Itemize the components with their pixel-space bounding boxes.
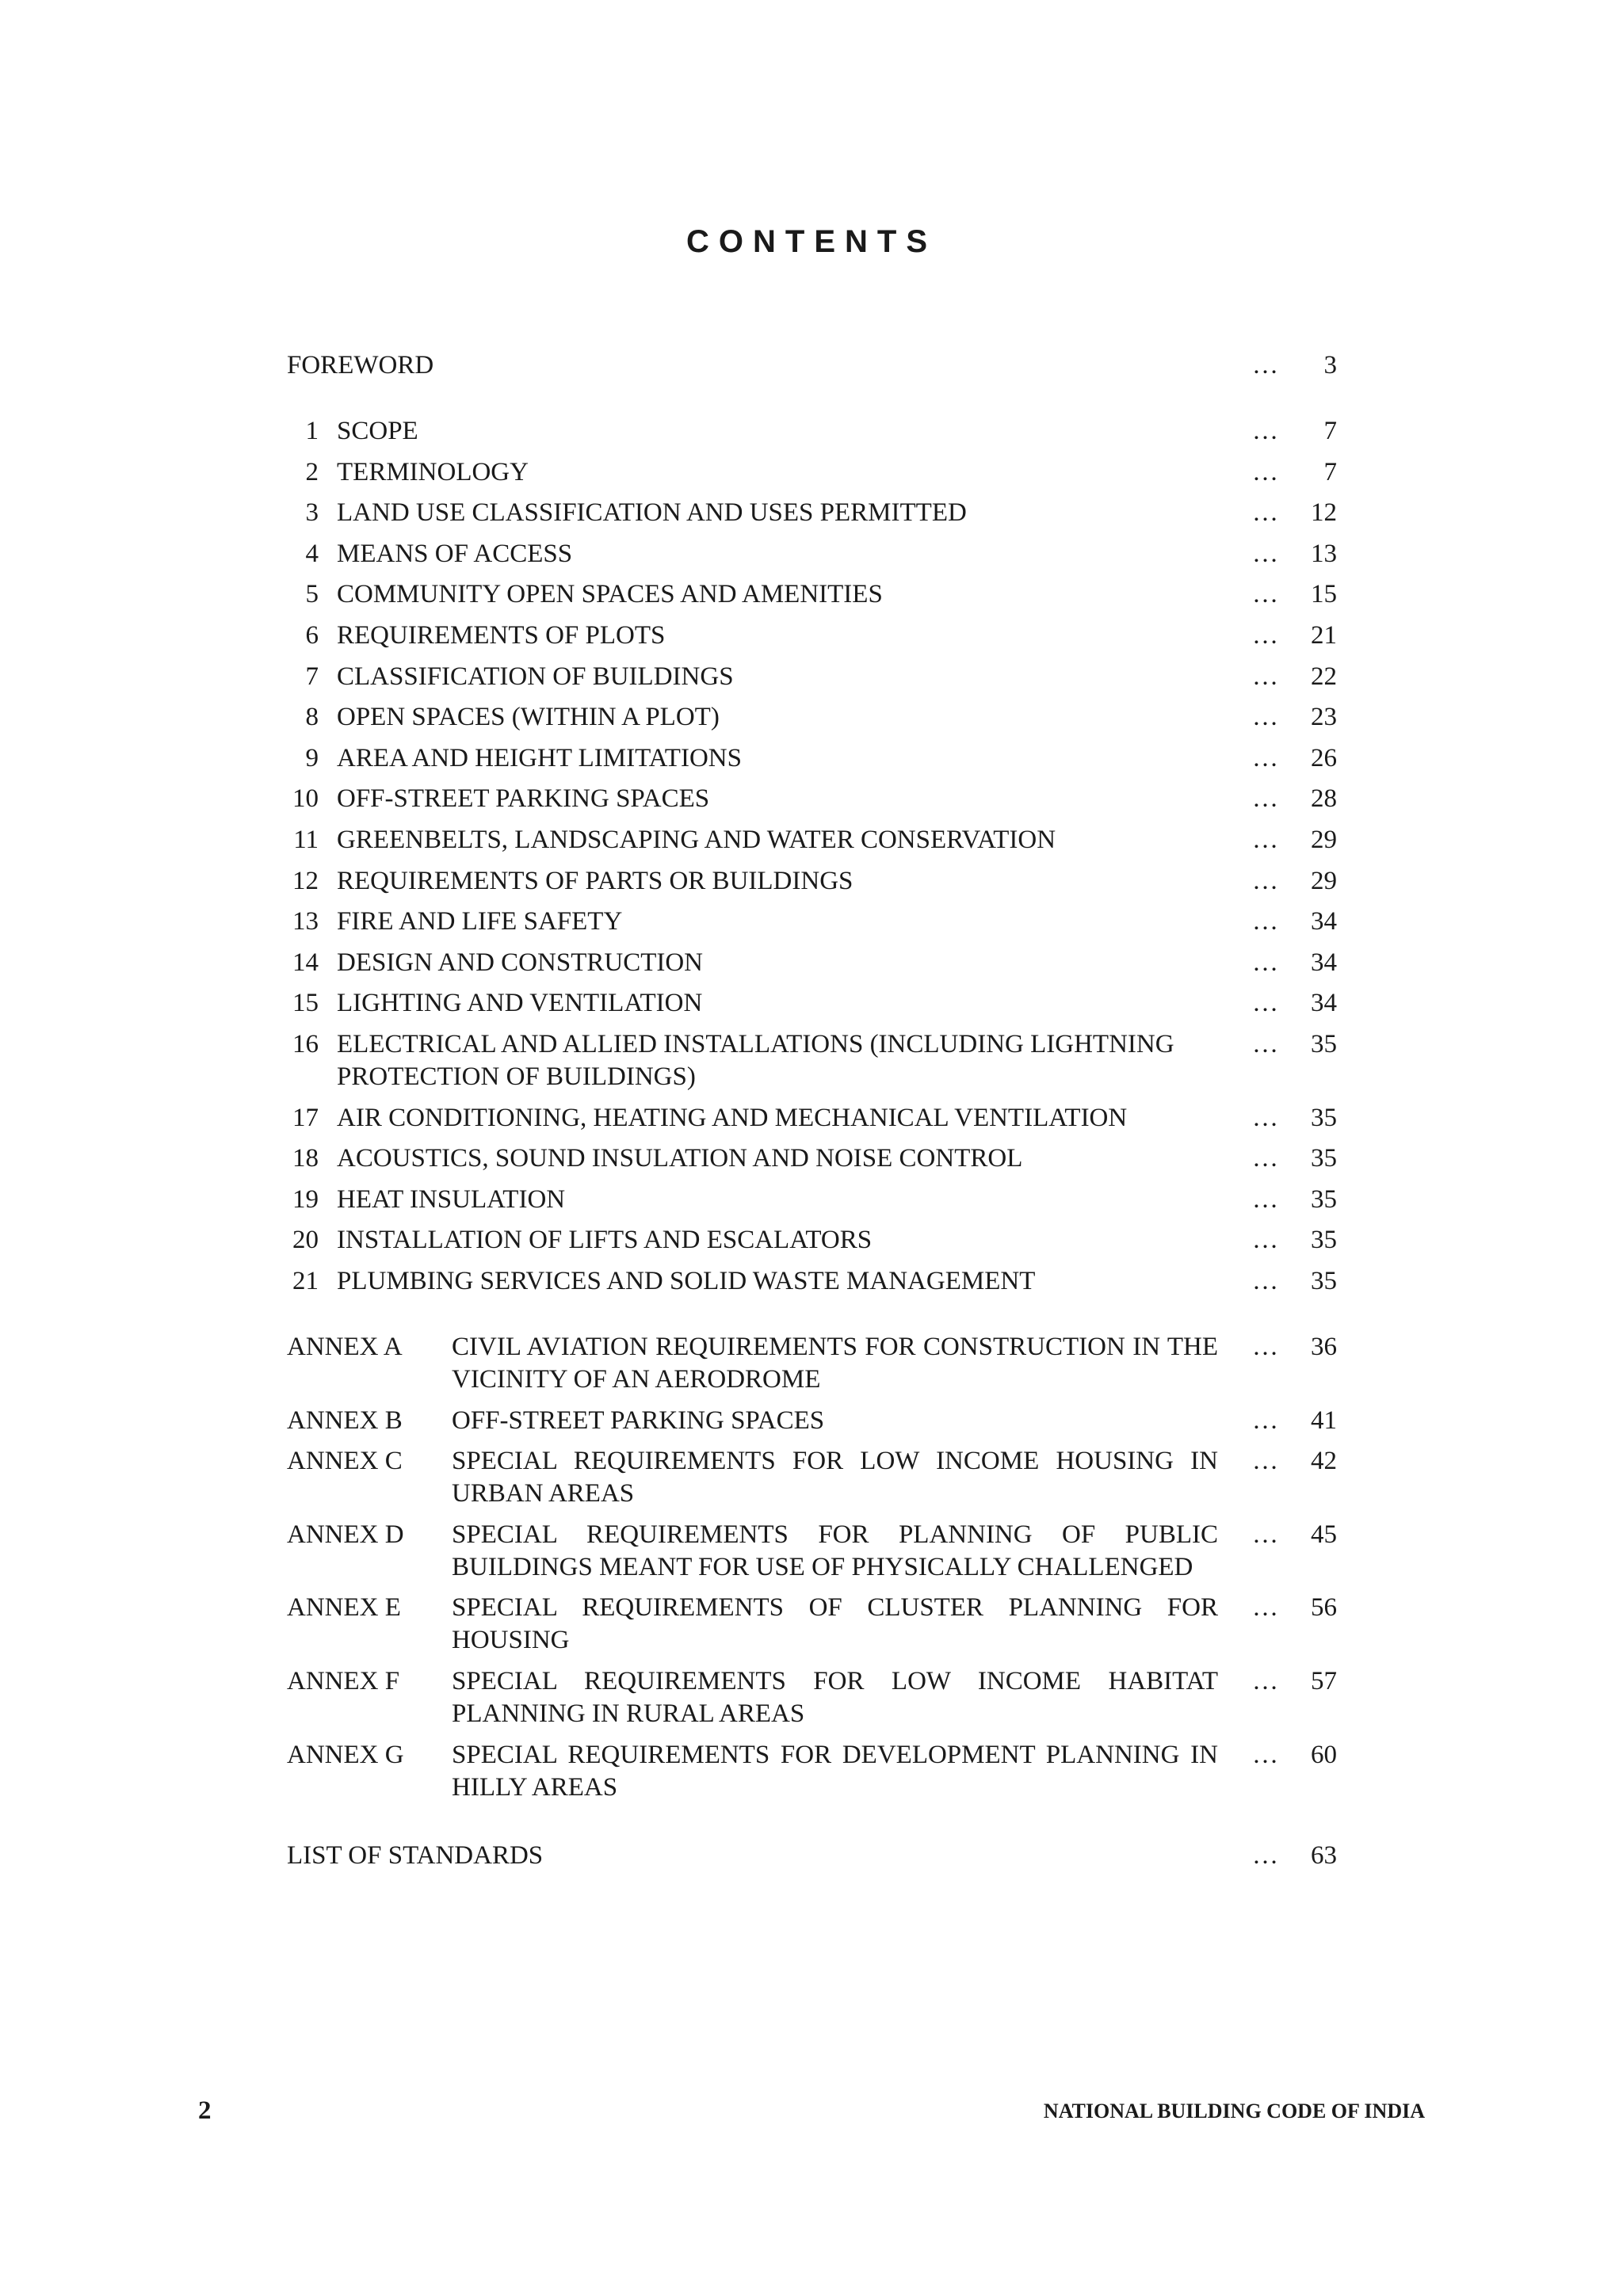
toc-leader: … bbox=[1252, 743, 1278, 772]
toc-entry-label: REQUIREMENTS OF PARTS OR BUILDINGS bbox=[337, 866, 854, 895]
toc-entry[interactable] bbox=[287, 1592, 1337, 1657]
toc-entry[interactable] bbox=[287, 1519, 1337, 1584]
toc-page-number: 35 bbox=[1311, 1144, 1337, 1173]
toc-leader: … bbox=[1252, 825, 1278, 854]
toc-sections bbox=[287, 415, 1337, 1298]
toc-entry-number: 6 bbox=[305, 620, 319, 650]
toc-leader: … bbox=[1252, 1144, 1278, 1173]
toc-leader: … bbox=[1252, 1520, 1278, 1549]
toc-page-number: 21 bbox=[1311, 620, 1337, 650]
toc-leader: … bbox=[1252, 1666, 1278, 1695]
toc-page-number: 41 bbox=[1311, 1405, 1337, 1435]
toc-entry[interactable] bbox=[287, 865, 1337, 898]
toc-page-number: 7 bbox=[1323, 417, 1337, 445]
toc-standards bbox=[287, 1840, 1337, 1872]
toc-entry-label: SPECIAL REQUIREMENTS OF CLUSTER PLANNING FOR HOUSING bbox=[452, 1593, 1218, 1655]
page-title: CONTENTS bbox=[686, 224, 937, 259]
toc-entry-label: LIST OF STANDARDS bbox=[287, 1841, 544, 1870]
toc-page-number: 35 bbox=[1311, 1029, 1337, 1058]
toc-entry[interactable] bbox=[287, 349, 1337, 382]
toc-entry-label: REQUIREMENTS OF PLOTS bbox=[337, 620, 666, 650]
toc-entry[interactable] bbox=[287, 1102, 1337, 1135]
toc-entry-label: GREENBELTS, LANDSCAPING AND WATER CONSERVATION bbox=[337, 825, 1056, 854]
toc-entry-number: 14 bbox=[292, 948, 319, 977]
toc-leader: … bbox=[1252, 784, 1278, 814]
toc-page-number: 34 bbox=[1311, 907, 1337, 936]
toc-page-number: 35 bbox=[1311, 1184, 1337, 1214]
toc-entry-label: CIVIL AVIATION REQUIREMENTS FOR CONSTRUCTION IN THE VICINITY OF AN AERODROME bbox=[452, 1333, 1218, 1394]
toc-entry[interactable] bbox=[287, 1184, 1337, 1216]
toc-page-number: 42 bbox=[1311, 1447, 1337, 1476]
toc-entry[interactable] bbox=[287, 783, 1337, 815]
toc-entry-number: 16 bbox=[292, 1029, 319, 1058]
toc-entry[interactable] bbox=[287, 742, 1337, 775]
toc-entry-number: 1 bbox=[305, 417, 319, 445]
toc-entry-number: 13 bbox=[292, 907, 319, 936]
toc-entry-number: 12 bbox=[292, 866, 319, 895]
toc-leader: … bbox=[1252, 989, 1278, 1018]
toc-entry[interactable] bbox=[287, 1445, 1337, 1510]
toc-leader: … bbox=[1252, 1593, 1278, 1623]
toc-page-number: 56 bbox=[1311, 1593, 1337, 1623]
toc-leader: … bbox=[1252, 1266, 1278, 1295]
toc-entry-label: OFF-STREET PARKING SPACES bbox=[452, 1405, 825, 1435]
toc-entry[interactable] bbox=[287, 1840, 1337, 1872]
footer-book-title: NATIONAL BUILDING CODE OF INDIA bbox=[1043, 2100, 1425, 2122]
toc-leader: … bbox=[1252, 1405, 1278, 1435]
toc-entry[interactable] bbox=[287, 661, 1337, 693]
toc-leader: … bbox=[1252, 1447, 1278, 1476]
toc-entry-number: 19 bbox=[292, 1184, 319, 1214]
toc-entry[interactable] bbox=[287, 1405, 1337, 1437]
toc-page-number: 22 bbox=[1311, 662, 1337, 691]
toc-page-number: 3 bbox=[1323, 351, 1337, 379]
toc-entry-number: ANNEX D bbox=[287, 1520, 404, 1549]
toc-page-number: 45 bbox=[1311, 1520, 1337, 1549]
toc-leader: … bbox=[1252, 1333, 1278, 1361]
toc-entry-label: SPECIAL REQUIREMENTS FOR PLANNING OF PUBLIC BUILDINGS MEANT FOR USE OF PHYSICALLY CHALLENGED bbox=[452, 1520, 1218, 1581]
toc-entry-number: 18 bbox=[292, 1144, 319, 1173]
toc-entry-number: 7 bbox=[305, 662, 319, 691]
toc-entry-label: SCOPE bbox=[337, 417, 418, 445]
toc-page-number: 26 bbox=[1311, 743, 1337, 772]
toc-entry-label: FIRE AND LIFE SAFETY bbox=[337, 907, 623, 936]
toc-entry-label: LAND USE CLASSIFICATION AND USES PERMITTED bbox=[337, 498, 967, 528]
toc-leader: … bbox=[1252, 1841, 1278, 1870]
toc-leader: … bbox=[1252, 948, 1278, 977]
toc-entry[interactable] bbox=[287, 947, 1337, 979]
toc-entry-label: FOREWORD bbox=[287, 351, 434, 379]
toc-entry-number: 21 bbox=[292, 1266, 319, 1295]
toc-leader: … bbox=[1252, 1226, 1278, 1255]
toc-page-number: 34 bbox=[1311, 948, 1337, 977]
toc-leader: … bbox=[1252, 907, 1278, 936]
toc-entry-label: TERMINOLOGY bbox=[337, 457, 529, 486]
toc-entry-label: COMMUNITY OPEN SPACES AND AMENITIES bbox=[337, 580, 883, 609]
toc-leader: … bbox=[1252, 1740, 1278, 1769]
toc-leader: … bbox=[1252, 351, 1278, 379]
toc-entry-number: 5 bbox=[305, 580, 319, 609]
toc-entry-label: DESIGN AND CONSTRUCTION bbox=[337, 948, 704, 977]
toc-entry-label: OFF-STREET PARKING SPACES bbox=[337, 784, 710, 814]
toc-entry-label: AREA AND HEIGHT LIMITATIONS bbox=[337, 743, 742, 772]
toc-leader: … bbox=[1252, 580, 1278, 609]
toc-entry[interactable] bbox=[287, 497, 1337, 529]
toc-entry-number: 20 bbox=[292, 1226, 319, 1255]
toc-entry-number: 15 bbox=[292, 989, 319, 1018]
toc-entry-label: CLASSIFICATION OF BUILDINGS bbox=[337, 662, 734, 691]
toc-page-number: 35 bbox=[1311, 1226, 1337, 1255]
toc-entry[interactable] bbox=[287, 456, 1337, 489]
toc-entry-number: 8 bbox=[305, 703, 319, 732]
toc-page-number: 23 bbox=[1311, 703, 1337, 732]
toc-entry-label: AIR CONDITIONING, HEATING AND MECHANICAL VENTILATION bbox=[337, 1103, 1128, 1132]
toc-entry[interactable] bbox=[287, 415, 1337, 448]
toc-entry[interactable] bbox=[287, 1265, 1337, 1298]
toc-entry-label: MEANS OF ACCESS bbox=[337, 539, 573, 568]
toc-entry[interactable] bbox=[287, 906, 1337, 938]
toc-entry[interactable] bbox=[287, 1224, 1337, 1257]
toc-page-number: 34 bbox=[1311, 989, 1337, 1018]
toc-leader: … bbox=[1252, 1029, 1278, 1058]
toc-entry-label: HEAT INSULATION bbox=[337, 1184, 566, 1214]
toc-entry[interactable] bbox=[287, 538, 1337, 570]
toc-entry-number: 2 bbox=[305, 457, 319, 486]
toc-entry-label: SPECIAL REQUIREMENTS FOR LOW INCOME HOUSING IN URBAN AREAS bbox=[452, 1447, 1218, 1508]
toc-leader: … bbox=[1252, 703, 1278, 732]
toc-entry[interactable] bbox=[287, 1331, 1337, 1396]
toc-leader: … bbox=[1252, 662, 1278, 691]
toc-leader: … bbox=[1252, 620, 1278, 650]
toc-entry-label: LIGHTING AND VENTILATION bbox=[337, 989, 703, 1018]
toc-page-number: 28 bbox=[1311, 784, 1337, 814]
toc-page-number: 36 bbox=[1311, 1333, 1337, 1361]
toc-entry-label: OPEN SPACES (WITHIN A PLOT) bbox=[337, 703, 720, 732]
toc-page-number: 35 bbox=[1311, 1266, 1337, 1295]
toc-leader: … bbox=[1252, 498, 1278, 528]
toc-entry-label: INSTALLATION OF LIFTS AND ESCALATORS bbox=[337, 1226, 873, 1255]
toc-entry-number: 4 bbox=[305, 539, 319, 568]
toc-entry-number: 17 bbox=[292, 1103, 319, 1132]
toc-entry[interactable] bbox=[287, 1142, 1337, 1175]
toc-entry-number: ANNEX B bbox=[287, 1405, 403, 1435]
toc-leader: … bbox=[1252, 866, 1278, 895]
toc-entry-label: SPECIAL REQUIREMENTS FOR LOW INCOME HABITAT PLANNING IN RURAL AREAS bbox=[452, 1666, 1218, 1728]
toc-leader: … bbox=[1252, 539, 1278, 568]
toc-page-number: 63 bbox=[1311, 1841, 1337, 1870]
toc-page-number: 12 bbox=[1311, 498, 1337, 528]
toc-entry-label: SPECIAL REQUIREMENTS FOR DEVELOPMENT PLANNING IN HILLY AREAS bbox=[452, 1740, 1218, 1802]
toc-entry[interactable] bbox=[287, 987, 1337, 1020]
toc-leader: … bbox=[1252, 457, 1278, 486]
footer-page-number: 2 bbox=[198, 2096, 212, 2125]
toc-page-number: 60 bbox=[1311, 1740, 1337, 1769]
toc-page-number: 13 bbox=[1311, 539, 1337, 568]
toc-entry[interactable] bbox=[287, 1665, 1337, 1730]
toc-entry-number: ANNEX A bbox=[287, 1333, 403, 1361]
toc-foreword bbox=[287, 349, 1337, 382]
toc-page-number: 29 bbox=[1311, 825, 1337, 854]
toc-entry[interactable] bbox=[287, 701, 1337, 734]
toc-entry[interactable] bbox=[287, 1028, 1337, 1093]
toc-entry[interactable] bbox=[287, 1739, 1337, 1804]
toc-page-number: 15 bbox=[1311, 580, 1337, 609]
toc-page-number: 29 bbox=[1311, 866, 1337, 895]
toc-leader: … bbox=[1252, 1184, 1278, 1214]
toc-entry-number: ANNEX C bbox=[287, 1447, 403, 1476]
toc-entry-label: PLUMBING SERVICES AND SOLID WASTE MANAGEMENT bbox=[337, 1266, 1036, 1295]
toc-entry-number: 9 bbox=[305, 743, 319, 772]
toc-annexes bbox=[287, 1331, 1337, 1804]
toc-page-number: 7 bbox=[1323, 457, 1337, 486]
toc-page-number: 35 bbox=[1311, 1103, 1337, 1132]
toc-entry-number: ANNEX G bbox=[287, 1740, 404, 1769]
toc-entry-label: ELECTRICAL AND ALLIED INSTALLATIONS (INCLUDING LIGHTNING PROTECTION OF BUILDINGS) bbox=[337, 1029, 1174, 1091]
toc-entry-number: 11 bbox=[293, 825, 319, 854]
toc-leader: … bbox=[1252, 417, 1278, 445]
toc-entry-number: 3 bbox=[305, 498, 319, 528]
toc-entry-number: 10 bbox=[292, 784, 319, 814]
toc-entry-number: ANNEX E bbox=[287, 1593, 401, 1623]
toc-entry[interactable] bbox=[287, 578, 1337, 611]
toc-entry[interactable] bbox=[287, 620, 1337, 652]
toc-page-number: 57 bbox=[1311, 1666, 1337, 1695]
toc-entry-label: ACOUSTICS, SOUND INSULATION AND NOISE CONTROL bbox=[337, 1144, 1023, 1173]
toc-leader: … bbox=[1252, 1103, 1278, 1132]
toc-entry[interactable] bbox=[287, 824, 1337, 856]
toc-entry-number: ANNEX F bbox=[287, 1666, 400, 1695]
